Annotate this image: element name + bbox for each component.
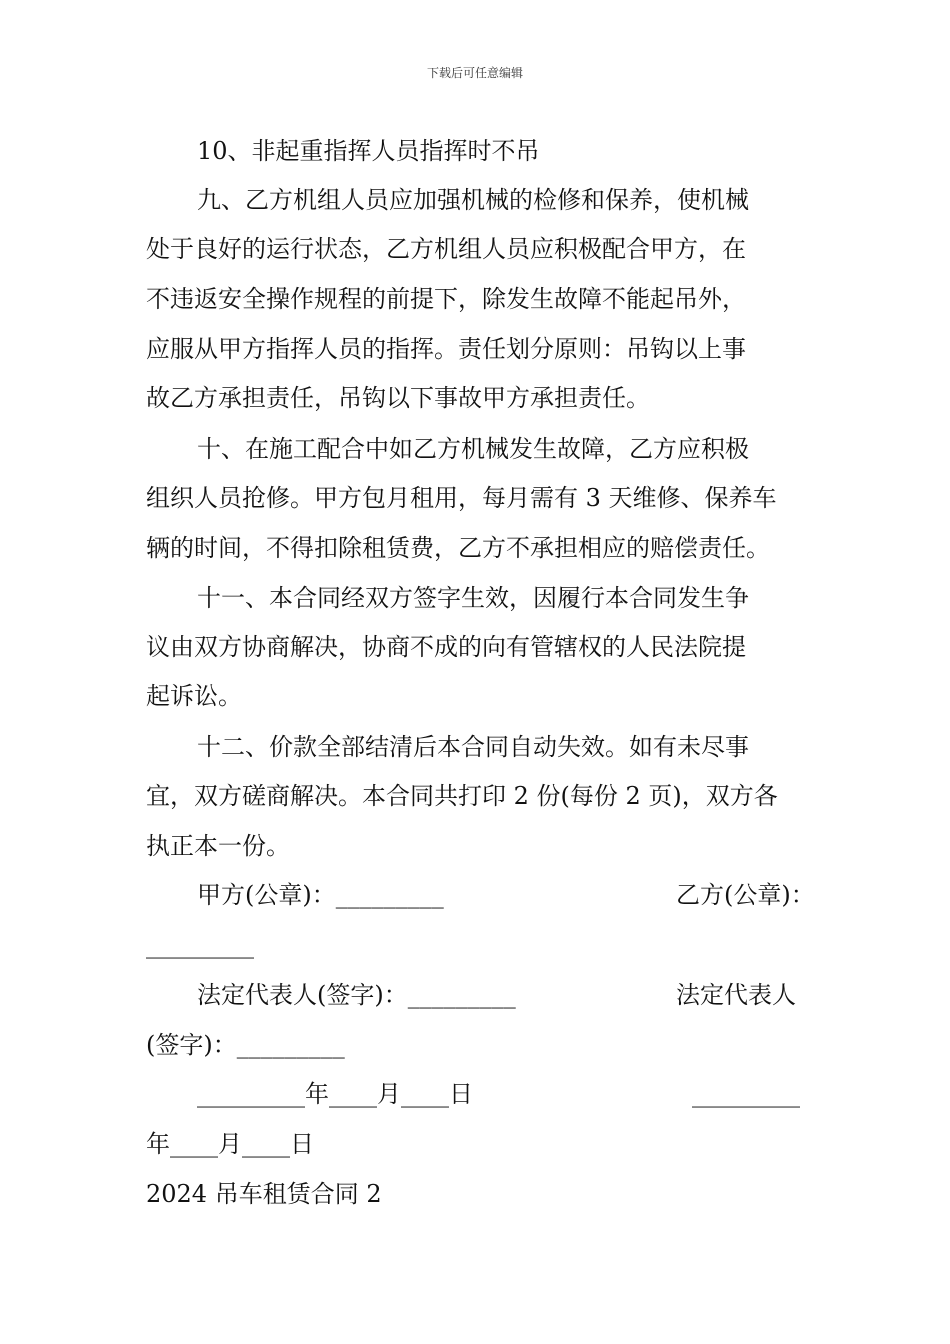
clause-9-line-1: 九、乙方机组人员应加强机械的检修和保养，使机械 (197, 186, 749, 214)
page-header: 下载后可任意编辑 (426, 66, 523, 80)
next-contract-title: 2024 吊车租赁合同 2 (146, 1180, 382, 1208)
party-b-representative-signature: (签字)：_________ (146, 1031, 345, 1059)
clause-10-item: 10、非起重指挥人员指挥时不吊 (197, 137, 540, 165)
clause-9-line-3: 不违返安全操作规程的前提下，除发生故障不能起吊外， (146, 285, 746, 313)
clause-12-line-2: 宜，双方磋商解决。本合同共打印 2 份(每份 2 页)，双方各 (146, 782, 778, 810)
clause-11-line-2: 议由双方协商解决，协商不成的向有管辖权的人民法院提 (146, 633, 746, 661)
clause-9-line-2: 处于良好的运行状态，乙方机组人员应积极配合甲方，在 (146, 235, 746, 263)
clause-10-line-3: 辆的时间，不得扣除租赁费，乙方不承担相应的赔偿责任。 (146, 534, 770, 562)
clause-10-line-1: 十、在施工配合中如乙方机械发生故障，乙方应积极 (197, 435, 749, 463)
clause-11-line-1: 十一、本合同经双方签字生效，因履行本合同发生争 (197, 584, 749, 612)
clause-9-line-4: 应服从甲方指挥人员的指挥。责任划分原则：吊钩以上事 (146, 335, 746, 363)
clause-10-line-2: 组织人员抢修。甲方包月租用，每月需有 3 天维修、保养车 (146, 484, 777, 512)
party-a-date: _________年____月____日 (197, 1080, 473, 1108)
party-b-seal: 乙方(公章)： (676, 881, 815, 909)
party-a-seal: 甲方(公章)：_________ (197, 881, 444, 909)
clause-12-line-1: 十二、价款全部结清后本合同自动失效。如有未尽事 (197, 733, 749, 761)
clause-11-line-3: 起诉讼。 (146, 682, 242, 710)
clause-12-line-3: 执正本一份。 (146, 832, 290, 860)
party-b-date: 年____月____日 (146, 1130, 314, 1158)
party-a-representative: 法定代表人(签字)：_________ (197, 981, 516, 1009)
party-b-date-blank: _________ (692, 1080, 800, 1108)
party-b-seal-blank: _________ (146, 931, 254, 959)
party-b-representative: 法定代表人 (676, 981, 796, 1009)
clause-9-line-5: 故乙方承担责任，吊钩以下事故甲方承担责任。 (146, 384, 650, 412)
